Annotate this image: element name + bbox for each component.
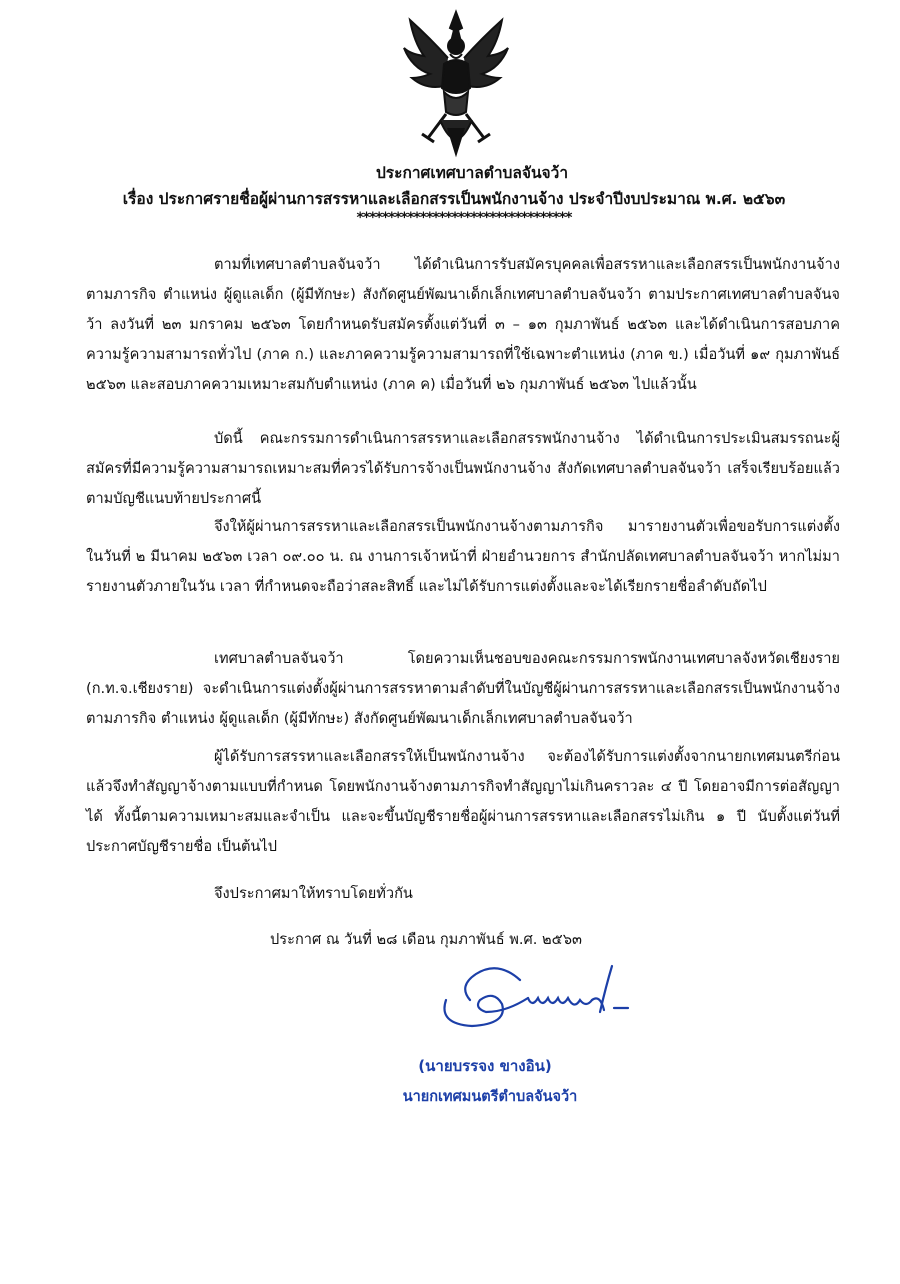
signatory-name: (นายบรรจง ขางอิน) (418, 1057, 552, 1075)
paragraph-background: ตามที่เทศบาลตำบลจันจว้า ได้ดำเนินการรับสมัครบุคคลเพื่อสรรหาและเลือกสรรเป็นพนักงานจ้าง ตามภารกิจ ตำแหน่ง ผู้ดูแลเด็ก (ผู้มีทักษะ) สังกัดศูนย์พัฒนาเด็กเล็กเทศบาลตำบลจันจว้า ตามประกาศเทศบาลตำบลจันจว้า ลงวันที่ ๒๓ มกราคม ๒๕๖๓ โดยกำหนดรับสมัครตั้งแต่วันที่ ๓ – ๑๓ กุมภาพันธ์ ๒๕๖๓ และได้ดำเนินการสอบภาคความรู้ความสามารถทั่วไป (ภาค ก.) และภาคความรู้ความสามารถที่ใช้เฉพาะตำแหน่ง (ภาค ข.) เมื่อวันที่ ๑๙ กุมภาพันธ์ ๒๕๖๓ และสอบภาคความเหมาะสมกับตำแหน่ง (ภาค ค) เมื่อวันที่ ๒๖ กุมภาพันธ์ ๒๕๖๓ ไปแล้วนั้น (86, 256, 840, 393)
announcement-title: ประกาศเทศบาลตำบลจันจว้า (375, 164, 569, 182)
handwritten-signature (428, 950, 668, 1040)
separator-line: ********************************** (356, 210, 572, 226)
announcement-date: ประกาศ ณ วันที่ ๒๘ เดือน กุมภาพันธ์ พ.ศ. ๒๕๖๓ (270, 931, 582, 948)
paragraph-contract-terms: ผู้ได้รับการสรรหาและเลือกสรรให้เป็นพนักงานจ้าง จะต้องได้รับการแต่งตั้งจากนายกเทศมนตรีก่อน แล้วจึงทำสัญญาจ้างตามแบบที่กำหนด โดยพนักงานจ้างตามภารกิจทำสัญญาไม่เกินคราวละ ๔ ปี โดยอาจมีการต่อสัญญาได้ ทั้งนี้ตามความเหมาะสมและจำเป็น และจะขึ้นบัญชีรายชื่อผู้ผ่านการสรรหาและเลือกสรรไม่เกิน ๑ ปี นับตั้งแต่วันที่ประกาศบัญชีรายชื่อ เป็นต้นไป (86, 748, 840, 855)
signatory-position: นายกเทศมนตรีตำบลจันจว้า (402, 1089, 578, 1105)
closing-statement: จึงประกาศมาให้ทราบโดยทั่วกัน (214, 885, 413, 902)
paragraph-evaluation: บัดนี้ คณะกรรมการดำเนินการสรรหาและเลือกสรรพนักงานจ้าง ได้ดำเนินการประเมินสมรรถนะผู้สมัครที่มีความรู้ความสามารถเหมาะสมที่ควรได้รับการจ้างเป็นพนักงานจ้าง สังกัดเทศบาลตำบลจันจว้า เสร็จเรียบร้อยแล้ว ตามบัญชีแนบท้ายประกาศนี้ (86, 430, 840, 507)
paragraph-appointment: เทศบาลตำบลจันจว้า โดยความเห็นชอบของคณะกรรมการพนักงานเทศบาลจังหวัดเชียงราย (ก.ท.จ.เชียงราย) จะดำเนินการแต่งตั้งผู้ผ่านการสรรหาตามลำดับที่ในบัญชีผู้ผ่านการสรรหาและเลือกสรรเป็นพนักงานจ้างตามภารกิจ ตำแหน่ง ผู้ดูแลเด็ก (ผู้มีทักษะ) สังกัดศูนย์พัฒนาเด็กเล็กเทศบาลตำบลจันจว้า (86, 650, 840, 727)
paragraph-report-in: จึงให้ผู้ผ่านการสรรหาและเลือกสรรเป็นพนักงานจ้างตามภารกิจ มารายงานตัวเพื่อขอรับการแต่งตั้ง ในวันที่ ๒ มีนาคม ๒๕๖๓ เวลา ๐๙.๐๐ น. ณ งานการเจ้าหน้าที่ ฝ่ายอำนวยการ สำนักปลัดเทศบาลตำบลจันจว้า หากไม่มารายงานตัวภายในวัน เวลา ที่กำหนดจะถือว่าสละสิทธิ์ และไม่ได้รับการแต่งตั้งและจะได้เรียกรายชื่อลำดับถัดไป (86, 518, 840, 595)
announcement-subject: เรื่อง ประกาศรายชื่อผู้ผ่านการสรรหาและเลือกสรรเป็นพนักงานจ้าง ประจำปีงบประมาณ พ.ศ. ๒๕๖๓ (122, 190, 786, 208)
garuda-emblem-icon (400, 8, 512, 158)
